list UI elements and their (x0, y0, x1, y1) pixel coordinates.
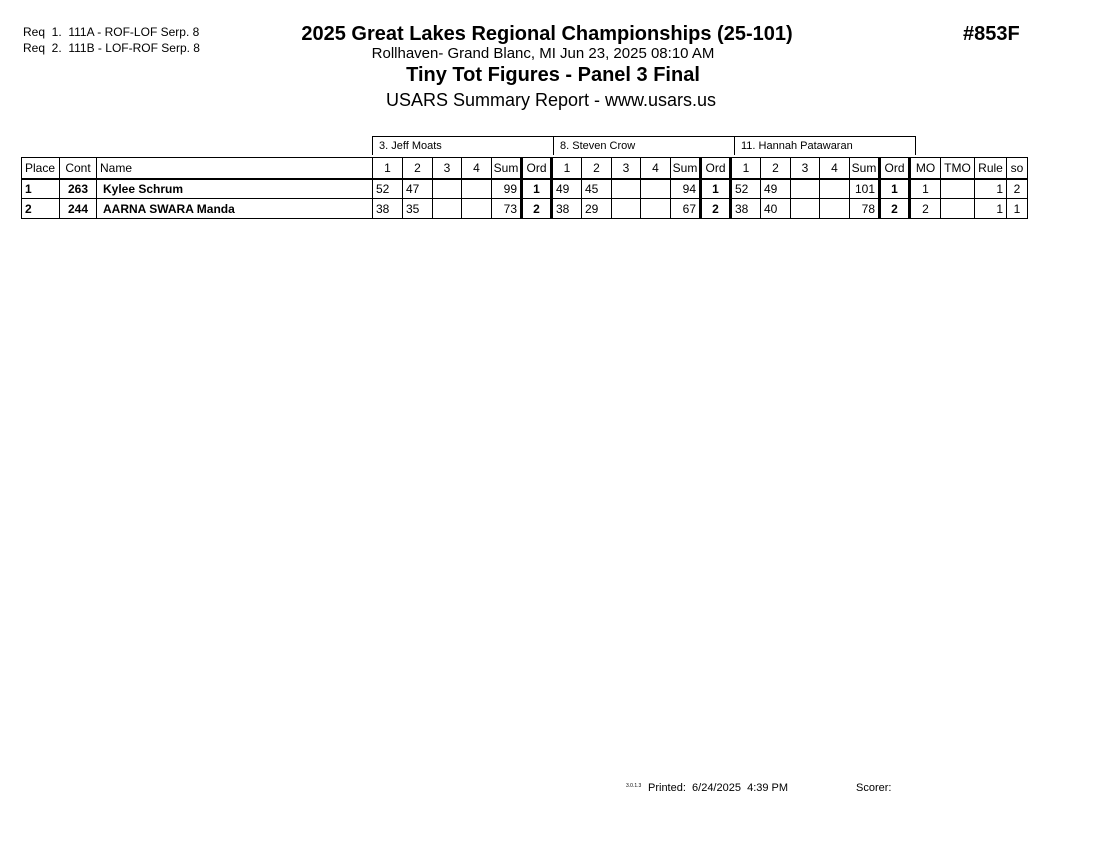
judge-1-score-2-cell: 47 (403, 179, 433, 199)
judge-2-sum-cell: 94 (671, 179, 701, 199)
table-row (22, 179, 1028, 199)
software-version: 3.0.1.3 (626, 783, 642, 789)
judge-1-score-2-header: 2 (403, 158, 433, 179)
judge-3-score-4-cell (820, 199, 850, 219)
judge-1-score-4-cell (462, 179, 492, 199)
so-header: so (1007, 158, 1028, 179)
place-header: Place (22, 158, 60, 179)
location-date: Rollhaven- Grand Blanc, MI Jun 23, 2025 08:10 AM (371, 45, 715, 62)
judge-2-sum-cell: 67 (671, 199, 701, 219)
judge-2-score-1-cell: 38 (552, 199, 582, 219)
judge-3-score-1-header: 1 (731, 158, 761, 179)
judge-1-sum-header: Sum (492, 158, 522, 179)
judge-3-score-3-cell (791, 179, 820, 199)
rule-header: Rule (975, 158, 1007, 179)
judge-3-score-3-cell (791, 199, 820, 219)
tmo-header: TMO (941, 158, 975, 179)
judge-1-score-4-header: 4 (462, 158, 492, 179)
mo-cell: 2 (910, 199, 941, 219)
judge-3-name: 11. Hannah Patawaran (735, 137, 916, 155)
place-cell: 1 (22, 179, 60, 199)
competition-title: 2025 Great Lakes Regional Championships (25-101) (301, 23, 793, 45)
judge-1-score-3-cell (433, 179, 462, 199)
judge-2-score-4-cell (641, 199, 671, 219)
judge-3-score-4-cell (820, 179, 850, 199)
judge-3-score-3-header: 3 (791, 158, 820, 179)
judge-1-ord-header: Ord (522, 158, 552, 179)
name-header: Name (97, 158, 373, 179)
judge-3-ord-header: Ord (880, 158, 910, 179)
judge-2-score-4-cell (641, 179, 671, 199)
judges-header (372, 136, 916, 155)
judge-3-sum-cell: 101 (850, 179, 880, 199)
cont-cell: 244 (60, 199, 97, 219)
judge-3-score-1-cell: 38 (731, 199, 761, 219)
scorer-label: Scorer: (856, 782, 892, 794)
judge-1-score-1-header: 1 (373, 158, 403, 179)
judge-2-name: 8. Steven Crow (554, 137, 735, 155)
mo-cell: 1 (910, 179, 941, 199)
judge-1-name: 3. Jeff Moats (373, 137, 554, 155)
results-table (21, 157, 1028, 219)
judge-3-score-4-header: 4 (820, 158, 850, 179)
judge-2-score-2-header: 2 (582, 158, 612, 179)
printed-timestamp: Printed: 6/24/2025 4:39 PM (648, 782, 789, 794)
judge-3-ord-cell: 1 (880, 179, 910, 199)
rule-cell: 1 (975, 199, 1007, 219)
judge-3-score-1-cell: 52 (731, 179, 761, 199)
judge-1-score-2-cell: 35 (403, 199, 433, 219)
judge-1-ord-cell: 2 (522, 199, 552, 219)
judge-2-score-2-cell: 29 (582, 199, 612, 219)
cont-cell: 263 (60, 179, 97, 199)
rule-cell: 1 (975, 179, 1007, 199)
tmo-cell (941, 199, 975, 219)
requirement-2: Req 2. 111B - LOF-ROF Serp. 8 (23, 41, 200, 55)
judge-3-sum-cell: 78 (850, 199, 880, 219)
judge-1-ord-cell: 1 (522, 179, 552, 199)
report-title: USARS Summary Report - www.usars.us (385, 90, 717, 110)
judge-2-ord-cell: 2 (701, 199, 731, 219)
place-cell: 2 (22, 199, 60, 219)
judge-1-score-4-cell (462, 199, 492, 219)
judge-1-score-1-cell: 38 (373, 199, 403, 219)
judge-2-score-3-header: 3 (612, 158, 641, 179)
judge-1-score-3-header: 3 (433, 158, 462, 179)
cont-header: Cont (60, 158, 97, 179)
column-header-row (22, 158, 1028, 179)
judge-1-sum-cell: 73 (492, 199, 522, 219)
event-number: #853F (963, 23, 1020, 45)
requirement-1: Req 1. 111A - ROF-LOF Serp. 8 (23, 25, 200, 39)
judge-3-ord-cell: 2 (880, 199, 910, 219)
judge-2-score-2-cell: 45 (582, 179, 612, 199)
judge-2-sum-header: Sum (671, 158, 701, 179)
judge-3-score-2-header: 2 (761, 158, 791, 179)
skater-name-cell: AARNA SWARA Manda (97, 199, 373, 219)
skater-name-cell: Kylee Schrum (97, 179, 373, 199)
judge-2-score-1-header: 1 (552, 158, 582, 179)
judge-2-score-3-cell (612, 199, 641, 219)
judge-1-score-1-cell: 52 (373, 179, 403, 199)
mo-header: MO (910, 158, 941, 179)
judge-2-score-4-header: 4 (641, 158, 671, 179)
event-title: Tiny Tot Figures - Panel 3 Final (406, 64, 700, 86)
judge-2-ord-header: Ord (701, 158, 731, 179)
so-cell: 2 (1007, 179, 1028, 199)
judge-3-sum-header: Sum (850, 158, 880, 179)
judge-2-ord-cell: 1 (701, 179, 731, 199)
judge-2-score-1-cell: 49 (552, 179, 582, 199)
judge-3-score-2-cell: 40 (761, 199, 791, 219)
table-row (22, 199, 1028, 219)
judge-3-score-2-cell: 49 (761, 179, 791, 199)
tmo-cell (941, 179, 975, 199)
judge-2-score-3-cell (612, 179, 641, 199)
judge-1-score-3-cell (433, 199, 462, 219)
so-cell: 1 (1007, 199, 1028, 219)
judge-1-sum-cell: 99 (492, 179, 522, 199)
